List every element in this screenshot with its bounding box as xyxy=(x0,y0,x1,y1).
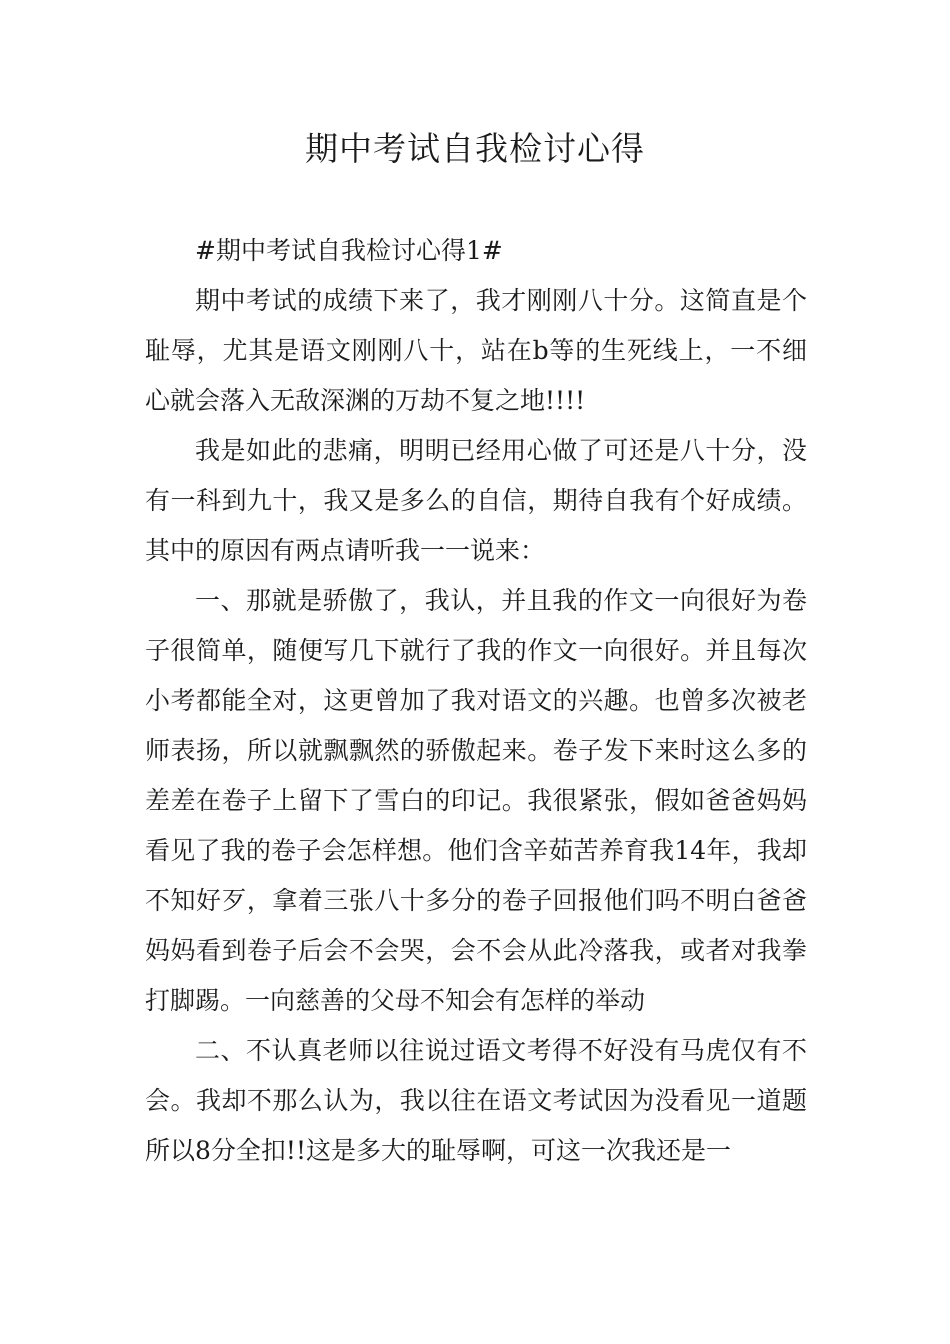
page-title: 期中考试自我检讨心得 xyxy=(305,129,645,168)
paragraph: 二、不认真老师以往说过语文考得不好没有马虎仅有不会。我却不那么认为，我以往在语文考试因为没看见一道题所以8分全扣!!这是多大的耻辱啊，可这一次我还是一 xyxy=(145,1036,807,1165)
section-heading: #期中考试自我检讨心得1# xyxy=(195,236,503,265)
paragraph: 我是如此的悲痛，明明已经用心做了可还是八十分，没有一科到九十，我又是多么的自信，期待自我有个好成绩。其中的原因有两点请听我一一说来： xyxy=(145,436,807,565)
paragraph: 期中考试的成绩下来了，我才刚刚八十分。这简直是个耻辱，尤其是语文刚刚八十，站在b等的生死线上，一不细心就会落入无敌深渊的万劫不复之地!!!! xyxy=(145,286,807,415)
document-body xyxy=(145,226,807,1176)
paragraph: 一、那就是骄傲了，我认，并且我的作文一向很好为卷子很简单，随便写几下就行了我的作文一向很好。并且每次小考都能全对，这更曾加了我对语文的兴趣。也曾多次被老师表扬，所以就飘飘然的骄傲起来。卷子发下来时这么多的差差在卷子上留下了雪白的印记。我很紧张，假如爸爸妈妈看见了我的卷子会怎样想。他们含辛茹苦养育我14年，我却不知好歹，拿着三张八十多分的卷子回报他们吗不明白爸爸妈妈看到卷子后会不会哭，会不会从此冷落我，或者对我拳打脚踢。一向慈善的父母不知会有怎样的举动 xyxy=(145,586,807,1015)
